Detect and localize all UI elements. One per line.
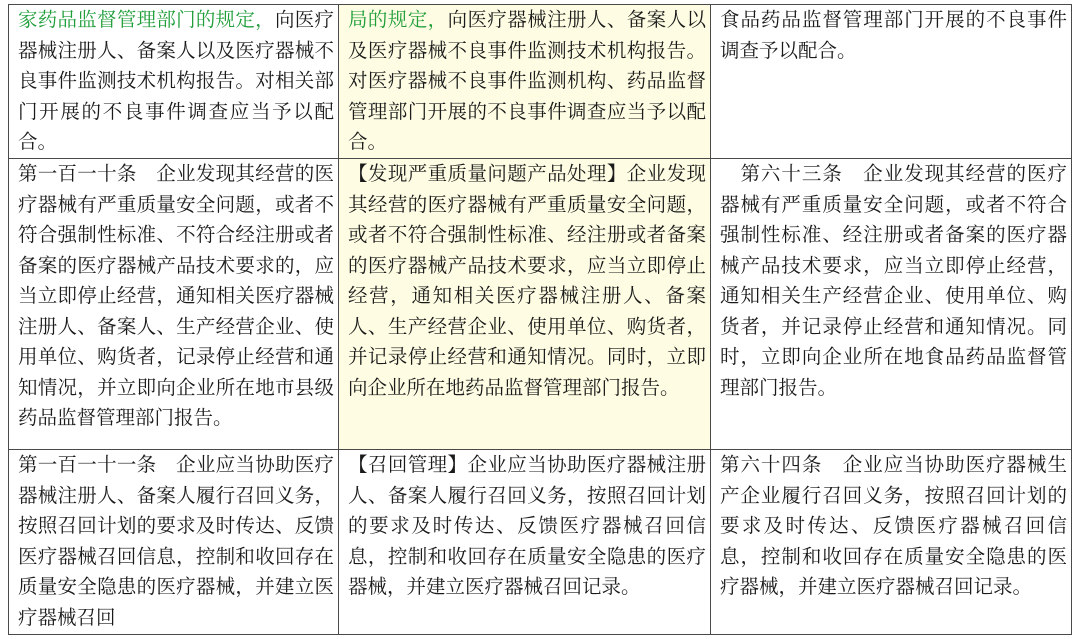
table-cell-current xyxy=(9,159,339,450)
cell-text: 【发现严重质量问题产品处理】企业发现其经营的医疗器械有严重质量安全问题，或者不符合强制性标准、经注册或者备案的医疗器械产品技术要求，应当立即停止经营，通知相关医疗器械注册人、备案人、生产经营企业、使用单位、购货者，并记录停止经营和通知情况。同时，立即向企业所在地药品监督管理部门报告。 xyxy=(348,162,706,399)
cell-text: 第六十三条 企业发现其经营的医疗器械有严重质量安全问题，或者不符合强制性标准、经注册或者备案的医疗器械产品技术要求，应当立即停止经营，通知相关生产经营企业、使用单位、购货者，并记录停止经营和通知情况。同时，立即向企业所在地食品药品监督管理部门报告。 xyxy=(720,162,1067,399)
cell-text: 食品药品监督管理部门开展的不良事件调查予以配合。 xyxy=(720,8,1067,62)
cell-text: 第六十四条 企业应当协助医疗器械生产企业履行召回义务，按照召回计划的要求及时传达、反馈医疗器械召回信息，控制和收回存在质量安全隐患的医疗器械，并建立医疗器械召回记录。 xyxy=(720,453,1067,598)
cell-text: 第一百一十一条 企业应当协助医疗器械注册人、备案人履行召回义务，按照召回计划的要求及时传达、反馈医疗器械召回信息，控制和收回存在质量安全隐患的医疗器械，并建立医疗器械召回 xyxy=(18,453,334,629)
table-cell-draft xyxy=(339,450,711,635)
table-row xyxy=(9,5,1072,159)
table-cell-original xyxy=(711,5,1072,159)
cell-text: 向医疗器械注册人、备案人以及医疗器械不良事件监测技术机构报告。对相关部门开展的不良事件调查应当予以配合。 xyxy=(18,8,334,153)
cell-text: 【召回管理】企业应当协助医疗器械注册人、备案人履行召回义务，按照召回计划的要求及时传达、反馈医疗器械召回信息，控制和收回存在质量安全隐患的医疗器械，并建立医疗器械召回记录。 xyxy=(348,453,706,598)
table-cell-original xyxy=(711,450,1072,635)
table-cell-current xyxy=(9,450,339,635)
table-cell-draft xyxy=(339,159,711,450)
cell-text: 向医疗器械注册人、备案人以及医疗器械不良事件监测技术机构报告。对医疗器械不良事件监测机构、药品监督管理部门开展的不良事件调查应当予以配合。 xyxy=(348,8,706,153)
highlighted-text: 局的规定， xyxy=(348,8,448,31)
highlighted-text: 家药品监督管理部门的规定， xyxy=(18,8,275,31)
comparison-table xyxy=(8,4,1072,635)
table-row xyxy=(9,450,1072,635)
cell-text: 第一百一十条 企业发现其经营的医疗器械有严重质量安全问题，或者不符合强制性标准、不符合经注册或者备案的医疗器械产品技术要求的，应当立即停止经营，通知相关医疗器械注册人、备案人、生产经营企业、使用单位、购货者，记录停止经营和通知情况，并立即向企业所在地市县级药品监督管理部门报告。 xyxy=(18,162,334,429)
table-cell-original xyxy=(711,159,1072,450)
table-cell-draft xyxy=(339,5,711,159)
table-cell-current xyxy=(9,5,339,159)
table-row xyxy=(9,159,1072,450)
